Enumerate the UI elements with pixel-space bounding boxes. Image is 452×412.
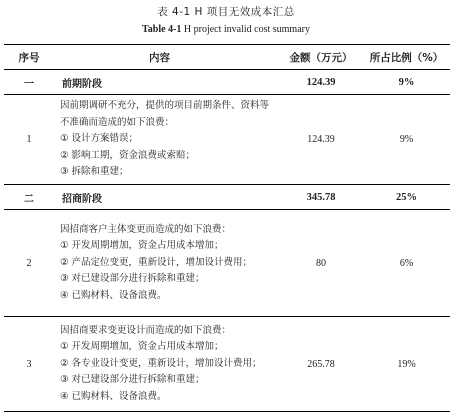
row-index: 3 [4,317,54,412]
row-item: ③ 对已建设部分进行拆除和重建； [60,273,205,285]
row-index: 1 [4,95,54,185]
row-item: ④ 已购材料、设备浪费。 [60,390,167,402]
header-amount: 金额（万元） [279,45,363,70]
row-item: ③ 拆除和重建； [60,166,129,178]
header-row [4,45,450,70]
section-ratio: 25% [363,185,450,210]
table-row [4,210,450,317]
row-description [54,317,279,412]
table-title-en-text: H project invalid cost summary [181,24,310,35]
row-amount: 265.78 [279,317,363,412]
table-title-en-label: Table 4-1 [142,24,182,35]
row-description [54,210,279,317]
cost-summary-table [4,44,450,412]
row-description [54,95,279,185]
row-amount: 124.39 [279,95,363,185]
header-ratio: 所占比例（%） [363,45,450,70]
row-item: ① 开发周期增加，资金占用成本增加； [60,240,224,252]
section-amount: 345.78 [279,185,363,210]
table-title-en [0,24,452,35]
section-name: 招商阶段 [54,185,279,210]
row-intro: 因招商客户主体变更而造成的如下浪费： [60,223,232,235]
row-item: ② 各专业设计变更，重新设计，增加设计费用； [60,357,262,369]
section-row [4,185,450,210]
row-intro: 因前期调研不充分，提供的项目前期条件、资料等不准确而造成的如下浪费： [60,100,270,128]
row-amount: 80 [279,210,363,317]
row-item: ② 产品定位变更，重新设计，增加设计费用； [60,256,253,268]
section-ratio: 9% [363,70,450,95]
row-ratio: 19% [363,317,450,412]
row-ratio: 6% [363,210,450,317]
header-index: 序号 [4,45,54,70]
table-row [4,317,450,412]
row-intro: 因招商要求变更设计而造成的如下浪费： [60,324,232,336]
row-item: ② 影响工期，资金浪费或索赔； [60,149,196,161]
section-index: 二 [4,185,54,210]
section-name: 前期阶段 [54,70,279,95]
row-ratio: 9% [363,95,450,185]
header-content: 内容 [54,45,279,70]
section-amount: 124.39 [279,70,363,95]
row-item: ① 开发周期增加，资金占用成本增加； [60,341,224,353]
section-row [4,70,450,95]
row-item: ① 设计方案错误； [60,133,139,145]
section-index: 一 [4,70,54,95]
row-index: 2 [4,210,54,317]
table-title-cn: 表 4-1 H 项目无效成本汇总 [157,6,295,18]
row-item: ③ 对已建设部分进行拆除和重建； [60,374,205,386]
table-row [4,95,450,185]
row-item: ④ 已购材料、设备浪费。 [60,289,167,301]
